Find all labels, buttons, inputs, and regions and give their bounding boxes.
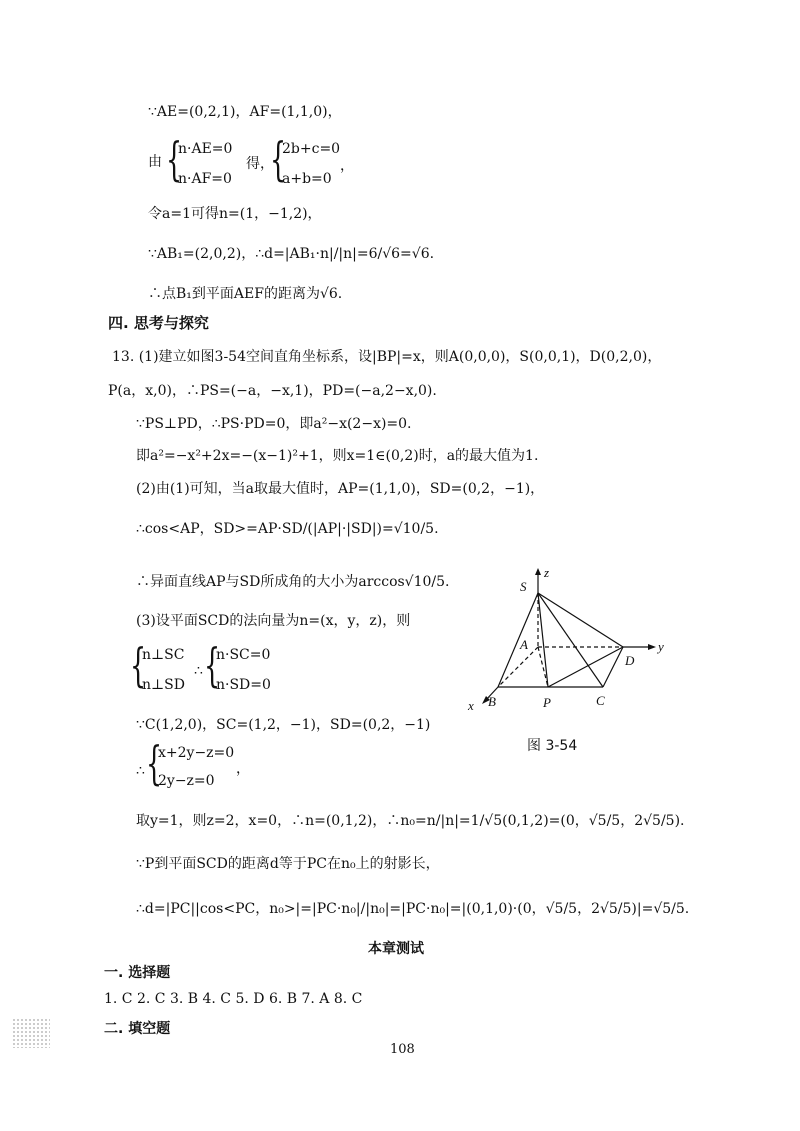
cond-n-sc: n⊥SC [142, 647, 185, 663]
q13-line-n0: 取y=1，则z=2，x=0，∴n=(0,1,2)，∴n₀=n/|n|=1/√5(0,1,2)=(0，√5/5，2√5/5). [136, 813, 685, 829]
q13-line-5: (2)由(1)可知，当a取最大值时，AP=(1,1,0)，SD=(0,2，−1)， [136, 481, 545, 497]
cond-n-sd: n⊥SD [142, 677, 185, 693]
q13-line-projection: ∵P到平面SCD的距离d等于PC在n₀上的射影长， [136, 856, 440, 872]
eq-n-af: n·AF=0 [178, 171, 232, 187]
label-a: A [520, 637, 528, 652]
brace-left-2: { [270, 132, 287, 186]
eq-a-b: a+b=0 [282, 171, 332, 187]
therefore-1: ∴ [194, 663, 203, 679]
edge-sb [498, 593, 538, 687]
line-ab1-distance: ∵AB₁=(2,0,2)，∴d=|AB₁·n|/|n|=6/√6=√6. [148, 246, 435, 262]
brace-left-4: { [204, 638, 221, 692]
comma-2: ， [236, 761, 250, 777]
label-p: P [543, 695, 551, 710]
section-heading-2: 二. 填空题 [104, 1021, 171, 1037]
figure-3-54 [458, 565, 688, 725]
q13-line-1: 13. (1)建立如图3-54空间直角坐标系，设|BP|=x，则A(0,0,0)，S(0,0,1)，D(0,2,0)， [112, 349, 662, 365]
z-axis-arrow [535, 568, 541, 575]
line-let-a: 令a=1可得n=(1，−1,2)， [148, 206, 322, 222]
eq-n-ae: n·AE=0 [178, 141, 233, 157]
edge-sd [538, 593, 623, 647]
q13-line-3: ∵PS⊥PD，∴PS·PD=0，即a²−x(2−x)=0. [136, 416, 412, 432]
edge-pd [548, 647, 623, 687]
q13-line-7: ∴异面直线AP与SD所成角的大小为arccos√10/5. [136, 574, 450, 590]
comma: ， [340, 158, 354, 174]
section-heading-1: 一. 选择题 [104, 965, 171, 981]
eq-n-sd: n·SD=0 [216, 677, 271, 693]
therefore-2: ∴ [136, 763, 145, 779]
page-number: 108 [390, 1042, 415, 1057]
label-c: C [596, 693, 605, 708]
label-x: x [468, 698, 474, 713]
line-b1-result: ∴点B₁到平面AEF的距离为√6. [148, 286, 343, 302]
q13-line-6: ∴cos<AP，SD>=AP·SD/(|AP|·|SD|)=√10/5. [136, 521, 439, 537]
brace-left-5: { [146, 736, 163, 790]
answers-line: 1. C 2. C 3. B 4. C 5. D 6. B 7. A 8. C [104, 991, 363, 1007]
label-b: B [488, 694, 496, 709]
eq-2b-c: 2b+c=0 [282, 141, 341, 157]
edge-sc [538, 593, 603, 687]
edge-ap [538, 647, 548, 687]
brace-left-3: { [130, 638, 147, 692]
label-d: D [625, 653, 635, 668]
label-s: S [520, 579, 527, 594]
q13-line-distance: ∴d=|PC||cos<PC，n₀>|=|PC·n₀|/|n₀|=|PC·n₀|=|(0,1,0)·(0，√5/5，2√5/5)|=√5/5. [136, 901, 690, 917]
figure-caption: 图 3-54 [527, 738, 578, 754]
section-heading-4: 四. 思考与探究 [108, 314, 209, 332]
q13-line-c: ∵C(1,2,0)，SC=(1,2，−1)，SD=(0,2，−1) [136, 717, 431, 733]
q13-line-2: P(a，x,0)，∴PS=(−a，−x,1)，PD=(−a,2−x,0). [108, 383, 437, 399]
chapter-test-title: 本章测试 [368, 941, 424, 957]
q13-line-8: (3)设平面SCD的法向量为n=(x，y，z)，则 [136, 613, 411, 629]
q13-line-4: 即a²=−x²+2x=−(x−1)²+1，则x=1∈(0,2)时，a的最大值为1. [136, 448, 539, 464]
scan-noise [12, 1018, 50, 1048]
label-z: z [544, 565, 550, 580]
line-ae-af: ∵AE=(0,2,1)，AF=(1,1,0)， [148, 104, 342, 120]
edge-ab [498, 647, 538, 687]
text-de: 得， [246, 156, 274, 172]
eq-x-2y-z: x+2y−z=0 [158, 745, 235, 761]
edge-sp [538, 593, 548, 687]
text-you: 由 [148, 154, 162, 170]
brace-left-1: { [166, 132, 183, 186]
eq-2y-z: 2y−z=0 [158, 773, 215, 789]
y-axis-arrow [648, 644, 656, 650]
eq-n-sc: n·SC=0 [216, 647, 271, 663]
label-y: y [658, 639, 664, 654]
